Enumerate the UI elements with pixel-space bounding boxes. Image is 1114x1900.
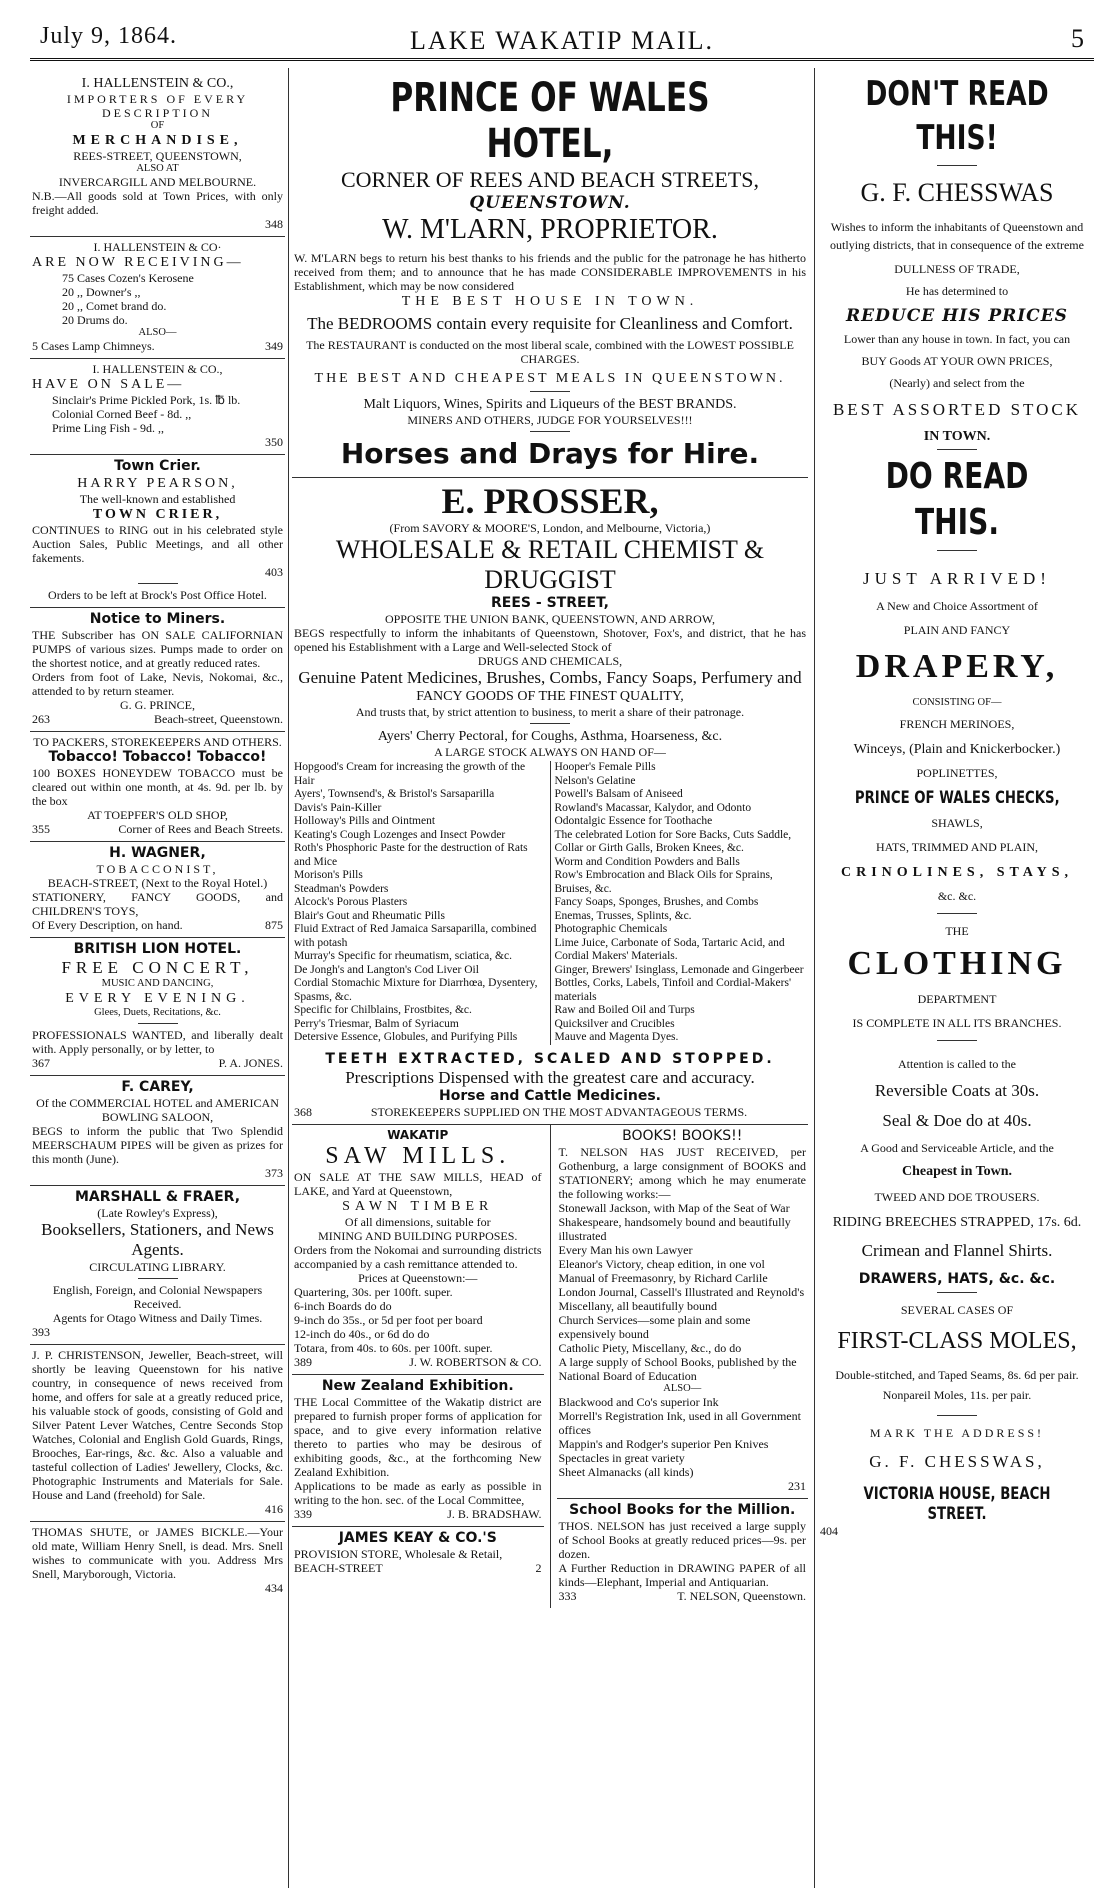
ad-wakatip-saw-mills: WAKATIP SAW MILLS. ON SALE AT THE SAW MILLS, HEAD of LAKE, and Yard at Queenstown, SAWN TIMBER Of all dimensions, suitable for MINING AND BUILDING PURPOSES. Orders from the Nokomai and surrounding districts accompanied by a cash remittance attended to. Prices at Queenstown:— Quartering, 30s. per 100ft. super. 6-inch Boards do do 9-inch do 35s., or 5d per foot per board 12-inch do 40s., or 6d do do Totara, from 40s. to 60s. per 100ft. super. 389 J. W. ROBERTSON & CO.: [292, 1125, 544, 1375]
ad-nz-exhibition: New Zealand Exhibition. THE Local Committee of the Wakatip district are prepared to furnish proper forms of application for space, and to give every information relative thereto to parties who may be desirous of exhibiting goods, &c., at the forthcoming New Zealand Exhibition. Applications to be made as early as possible in writing to the hon. sec. of the Local Committee, 339 J. B. BRADSHAW.: [292, 1375, 544, 1527]
column-right-chesswas-ad: DON'T READ THIS! G. F. CHESSWAS Wishes to inform the inhabitants of Queenstown and outlying districts, that in consequence of the extreme DULLNESS OF TRADE, He has determined to REDUCE HIS PRICES Lower than any house in town. In fact, you can BUY Goods AT YOUR OWN PRICES, (Nearly) and select from the BEST ASSORTED STOCK IN TOWN. DO READ THIS. JUST ARRIVED! A New and Choice Assortment of PLAIN AND FANCY DRAPERY, CONSISTING OF— FRENCH MERINOES, Winceys, (Plain and Knickerbocker.) POPLINETTES, PRINCE OF WALES CHECKS, SHAWLS, HATS, TRIMMED AND PLAIN, CRINOLINES, STAYS, &c. &c. THE CLOTHING DEPARTMENT IS COMPLETE IN ALL ITS BRANCHES. Attention is called to the Reversible Coats at 30s. Seal & Doe do at 40s. A Good and Serviceable Article, and the Cheapest in Town. TWEED AND DOE TROUSERS. RIDING BREECHES STRAPPED, 17s. 6d. Crimean and Flannel Shirts. DRAWERS, HATS, &c. &c. SEVERAL CASES OF FIRST-CLASS MOLES, Double-stitched, and Taped Seams, 8s. 6d per pair. Nonpareil Moles, 11s. per pair. MARK THE ADDRESS! G. F. CHESSWAS, VICTORIA HOUSE, BEACH STREET. 404: [820, 74, 1084, 1538]
column-divider: [814, 68, 815, 1888]
ad-hallenstein-merchandise: I. HALLENSTEIN & CO., IMPORTERS OF EVERY DESCRIPTION OF MERCHANDISE, REES-STREET, QUEENSTOWN, ALSO AT INVERCARGILL AND MELBOURNE. N.B.—All goods sold at Town Prices, with only freight added. 348: [30, 72, 285, 237]
ad-notice-to-miners: Notice to Miners. THE Subscriber has ON SALE CALIFORNIAN PUMPS of various sizes. Pumps made to order on the shortest notice, and at greatly reduced rates. Orders from foot of Lake, Nevis, Nokomai, &c., attended to by return steamer. G. G. PRINCE, 263 Beach-street, Queenstown.: [30, 608, 285, 732]
ad-james-keay: JAMES KEAY & CO.'S PROVISION STORE, Wholesale & Retail, BEACH-STREET 2: [294, 1529, 542, 1575]
ad-christenson: J. P. CHRISTENSON, Jeweller, Beach-street, will shortly be leaving Queenstown for his native country, in consequence of news received from home, and offers for sale at a greatly reduced price, his valuable stock of goods, consisting of Gold and Silver Patent Lever Watches, Centre Seconds Stop Watches, Colonial and English Gold Guards, Rings, Brooches, Ear-rings, &c. &c. Also a valuable and tasteful collection of Ladies' Jewellery, Clocks, &c. Photographic Instruments and Materials for Sale. House and Land (freehold) for Sale. 416: [30, 1345, 285, 1522]
column-center: [292, 72, 808, 1892]
center-bottom-ads: [292, 1125, 808, 1608]
ad-prosser-chemist: E. PROSSER, (From SAVORY & MOORE'S, London, and Melbourne, Victoria,) WHOLESALE & RETAIL CHEMIST & DRUGGIST REES - STREET, OPPOSITE THE UNION BANK, QUEENSTOWN, AND ARROW, BEGS respectfully to inform the inhabitants of Queenstown, Shotover, Fox's, and district, that he has opened his Establishment with a Large and Well-selected Stock of DRUGS AND CHEMICALS, Genuine Patent Medicines, Brushes, Combs, Fancy Soaps, Perfumery and FANCY GOODS OF THE FINEST QUALITY, And trusts that, by strict attention to business, to merit a share of their patronage. Ayers' Cherry Pectoral, for Coughs, Asthma, Hoarseness, &c. A LARGE STOCK ALWAYS ON HAND OF— Hopgood's Cream for increasing the growth of the Hair Ayers', Townsend's, & Bristol's Sarsaparilla Davis's Pain-Killer Holloway's Pills and Ointment Keating's Cough Lozenges and Insect Powder Roth's Phosphoric Paste for the destruction of Rats and Mice Morison's Pills Steadman's Powders Alcock's Porous Plasters Blair's Gout and Rheumatic Pills Fluid Extract of Red Jamaica Sarsaparilla, combined with potash Murray's Specific for rheumatism, sciatica, &c. De Jongh's and Langton's Cod Liver Oil Cordial Stomachic Mixture for Diarrhœa, Dysentery, Spasms, &c. Specific for Chilblains, Frostbites, &c. Perry's Triesmar, Balm of Syriacum Detersive Essence, Globules, and Purifying Pills Hooper's Female Pills Nelson's Gelatine Powell's Balsam of Aniseed Rowland's Macassar, Kalydor, and Odonto Odontalgic Essence for Toothache The celebrated Lotion for Sore Backs, Cuts Saddle, Collar or Girth Galls, Broken Knees, &c. Worm and Condition Powders and Balls Row's Embrocation and Black Oils for Sprains, Bruises, &c. Fancy Soaps, Sponges, Brushes, and Combs Enemas, Trusses, Splints, &c. Photographic Chemicals Lime Juice, Carbonate of Soda, Tartaric Acid, and Cordial Makers' Materials. Ginger, Brewers' Isinglass, Lemonade and Gingerbeer Bottles, Corks, Labels, Tinfoil and Cordial-Makers' materials Raw and Boiled Oil and Turps Quicksilver and Crucibles Mauve and Magenta Dyes. TEETH EXTRACTED, SCALED AND STOPPED. Prescriptions Dispensed with the greatest care and accuracy. Horse and Cattle Medicines. 368 STOREKEEPERS SUPPLIED ON THE MOST ADVANTAGEOUS TERMS.: [292, 478, 808, 1125]
ad-carey: F. CAREY, Of the COMMERCIAL HOTEL and AMERICAN BOWLING SALOON, BEGS to inform the public that Two Splendid MEERSCHAUM PIPES will be given as prizes for this month (June). 373: [30, 1076, 285, 1186]
ad-british-lion: BRITISH LION HOTEL. FREE CONCERT, MUSIC AND DANCING, EVERY EVENING. Glees, Duets, Recitations, &c. PROFESSIONALS WANTED, and liberally dealt with. Apply personally, or by letter, to 367 P. A. JONES.: [30, 938, 285, 1076]
issue-date: July 9, 1864.: [40, 23, 178, 49]
ad-town-crier: Town Crier. HARRY PEARSON, The well-known and established TOWN CRIER, CONTINUES to RING out in his celebrated style Auction Sales, Public Meetings, and all other fakements. 403 Orders to be left at Brock's Post Office Hotel.: [30, 455, 285, 608]
medicine-list-right: Hooper's Female Pills Nelson's Gelatine Powell's Balsam of Aniseed Rowland's Macassar, Kalydor, and Odonto Odontalgic Essence for Toothache The celebrated Lotion for Sore Backs, Cuts Saddle, Collar or Girth Galls, Broken Knees, &c. Worm and Condition Powders and Balls Row's Embrocation and Black Oils for Sprains, Bruises, &c. Fancy Soaps, Sponges, Brushes, and Combs Enemas, Trusses, Splints, &c. Photographic Chemicals Lime Juice, Carbonate of Soda, Tartaric Acid, and Cordial Makers' Materials. Ginger, Brewers' Isinglass, Lemonade and Gingerbeer Bottles, Corks, Labels, Tinfoil and Cordial-Makers' materials Raw and Boiled Oil and Turps Quicksilver and Crucibles Mauve and Magenta Dyes.: [554, 761, 804, 1043]
ad-prince-of-wales-hotel: PRINCE OF WALES HOTEL, CORNER OF REES AND BEACH STREETS, QUEENSTOWN. W. M'LARN, PROPRIETOR. W. M'LARN begs to return his best thanks to his friends and the public for the patronage he has hitherto received from them; and to announce that he has made CONSIDERABLE IMPROVEMENTS in his Establishment, which may be now considered THE BEST HOUSE IN TOWN. The BEDROOMS contain every requisite for Cleanliness and Comfort. The RESTAURANT is conducted on the most liberal scale, combined with the LOWEST POSSIBLE CHARGES. THE BEST AND CHEAPEST MEALS IN QUEENSTOWN. Malt Liquors, Wines, Spirits and Liqueurs of the BEST BRANDS. MINERS AND OTHERS, JUDGE FOR YOURSELVES!!! Horses and Drays for Hire.: [292, 72, 808, 478]
ad-books-nelson: BOOKS! BOOKS!! T. NELSON HAS JUST RECEIVED, per Gothenburg, a large consignment of BOOKS and STATIONERY; among which he may enumerate the following works:— Stonewall Jackson, with Map of the Seat of War Shakespeare, handsomely bound and beautifully illustrated Every Man his own Lawyer Eleanor's Victory, cheap edition, in one vol Manual of Freemasonry, by Richard Carlile London Journal, Cassell's Illustrated and Reynold's Miscellany, all beautifully bound Church Services—some plain and some expensively bound Catholic Piety, Miscellany, &c., do do A large supply of School Books, published by the National Board of Education ALSO— Blackwood and Co's superior Ink Morrell's Registration Ink, used in all Government offices Mappin's and Rodger's superior Pen Knives Spectacles in great variety Sheet Almanacks (all kinds) 231: [557, 1125, 809, 1499]
ad-thomas-shute: THOMAS SHUTE, or JAMES BICKLE.—Your old mate, William Henry Snell, is dead. Mrs. Snell wishes to communicate with you. Address Mrs Snell, Maryborough, Victoria. 434: [32, 1525, 283, 1595]
newspaper-title: LAKE WAKATIP MAIL.: [410, 26, 714, 55]
page-number: 5: [1071, 24, 1084, 53]
ad-school-books: School Books for the Million. THOS. NELSON has just received a large supply of School Books at greatly reduced prices—9s. per dozen. A Further Reduction in DRAWING PAPER of all kinds—Elephant, Imperial and Antiquarian. 333 T. NELSON, Queenstown.: [558, 1501, 806, 1603]
column-left: [30, 72, 285, 1892]
medicine-list-left: Hopgood's Cream for increasing the growth of the Hair Ayers', Townsend's, & Bristol's Sarsaparilla Davis's Pain-Killer Holloway's Pills and Ointment Keating's Cough Lozenges and Insect Powder Roth's Phosphoric Paste for the destruction of Rats and Mice Morison's Pills Steadman's Powders Alcock's Porous Plasters Blair's Gout and Rheumatic Pills Fluid Extract of Red Jamaica Sarsaparilla, combined with potash Murray's Specific for rheumatism, sciatica, &c. De Jongh's and Langton's Cod Liver Oil Cordial Stomachic Mixture for Diarrhœa, Dysentery, Spasms, &c. Specific for Chilblains, Frostbites, &c. Perry's Triesmar, Balm of Syriacum Detersive Essence, Globules, and Purifying Pills: [294, 761, 551, 1045]
ad-marshall-fraer: MARSHALL & FRAER, (Late Rowley's Express), Booksellers, Stationers, and News Agents. CIRCULATING LIBRARY. English, Foreign, and Colonial Newspapers Received. Agents for Otago Witness and Daily Times. 393: [30, 1186, 285, 1345]
ad-hallenstein-on-sale: I. HALLENSTEIN & CO., HAVE ON SALE— Sinclair's Prime Pickled Pork, 1s. ℔ lb. Colonial Corned Beef - 8d. ,, Prime Ling Fish - 9d. ,, 350: [30, 359, 285, 455]
ad-wagner: H. WAGNER, TOBACCONIST, BEACH-STREET, (Next to the Royal Hotel.) STATIONERY, FANCY GOODS, and CHILDREN'S TOYS, Of Every Description, on hand. 875: [30, 842, 285, 938]
page-header: [30, 22, 1094, 61]
column-divider: [288, 68, 289, 1888]
ad-hallenstein-receiving: I. HALLENSTEIN & CO· ARE NOW RECEIVING— 75 Cases Cozen's Kerosene 20 ,, Downer's ,, 20 ,, Comet brand do. 20 Drums do. ALSO— 5 Cases Lamp Chimneys. 349: [30, 237, 285, 359]
ad-tobacco: TO PACKERS, STOREKEEPERS AND OTHERS. Tobacco! Tobacco! Tobacco! 100 BOXES HONEYDEW TOBACCO must be cleared out within one month, at 4s. 9d. per lb. by the box AT TOEPFER'S OLD SHOP, 355 Corner of Rees and Beach Streets.: [30, 732, 285, 842]
